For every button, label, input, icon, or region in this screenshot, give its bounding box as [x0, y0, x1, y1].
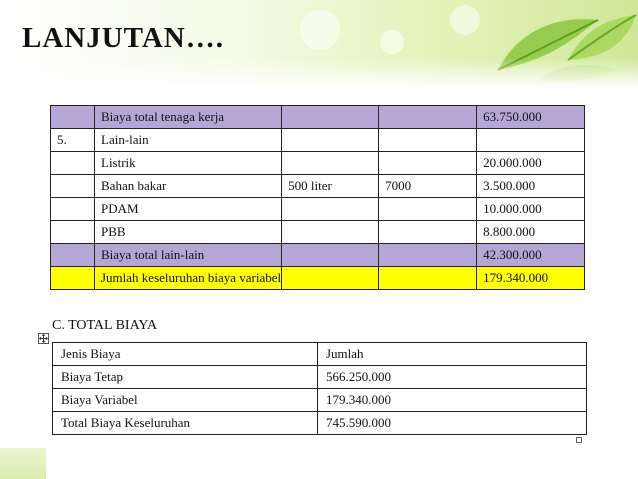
table-row: [53, 389, 587, 412]
quantity-cell: [282, 198, 379, 221]
table-resize-handle-icon[interactable]: [576, 437, 582, 443]
item-cell: PDAM: [95, 198, 282, 221]
unit-price-cell: [379, 106, 477, 129]
table-row: [51, 129, 585, 152]
total-cell: [477, 129, 585, 152]
item-cell: Listrik: [95, 152, 282, 175]
row-number-cell: [51, 244, 95, 267]
row-number-cell: 5.: [51, 129, 95, 152]
table-header-row: [53, 343, 587, 366]
bokeh-decoration: [380, 30, 404, 54]
table-row: [51, 267, 585, 290]
total-cell: 63.750.000: [477, 106, 585, 129]
item-cell: Lain-lain: [95, 129, 282, 152]
total-cell: 20.000.000: [477, 152, 585, 175]
amount-cell: 745.590.000: [318, 412, 587, 435]
item-cell: Biaya total tenaga kerja: [95, 106, 282, 129]
total-cost-table: [52, 342, 587, 435]
unit-price-cell: [379, 129, 477, 152]
quantity-cell: [282, 129, 379, 152]
unit-price-cell: [379, 221, 477, 244]
slide-title: LANJUTAN….: [22, 22, 224, 54]
item-cell: Jumlah keseluruhan biaya variabel: [95, 267, 282, 290]
unit-price-cell: [379, 244, 477, 267]
header-fade: [0, 58, 638, 88]
row-number-cell: [51, 106, 95, 129]
unit-price-cell: 7000: [379, 175, 477, 198]
quantity-cell: 500 liter: [282, 175, 379, 198]
row-number-cell: [51, 198, 95, 221]
table-row: [51, 221, 585, 244]
amount-cell: 566.250.000: [318, 366, 587, 389]
row-number-cell: [51, 267, 95, 290]
total-cell: 42.300.000: [477, 244, 585, 267]
table-row: [51, 244, 585, 267]
table-row: [53, 366, 587, 389]
table-row: [51, 152, 585, 175]
quantity-cell: [282, 106, 379, 129]
total-cell: 179.340.000: [477, 267, 585, 290]
unit-price-cell: [379, 198, 477, 221]
row-number-cell: [51, 152, 95, 175]
item-cell: PBB: [95, 221, 282, 244]
quantity-cell: [282, 244, 379, 267]
table-move-handle-icon[interactable]: [38, 333, 49, 344]
variable-costs-table: [50, 105, 585, 290]
quantity-cell: [282, 221, 379, 244]
total-cell: 8.800.000: [477, 221, 585, 244]
cost-type-cell: Biaya Tetap: [53, 366, 318, 389]
unit-price-cell: [379, 152, 477, 175]
total-cell: 3.500.000: [477, 175, 585, 198]
column-header: Jenis Biaya: [53, 343, 318, 366]
cost-type-cell: Biaya Variabel: [53, 389, 318, 412]
item-cell: Biaya total lain-lain: [95, 244, 282, 267]
bokeh-decoration: [450, 5, 480, 35]
quantity-cell: [282, 152, 379, 175]
quantity-cell: [282, 267, 379, 290]
table-row: [51, 175, 585, 198]
cost-type-cell: Total Biaya Keseluruhan: [53, 412, 318, 435]
bokeh-decoration: [300, 10, 340, 50]
table-row: [51, 106, 585, 129]
amount-cell: 179.340.000: [318, 389, 587, 412]
unit-price-cell: [379, 267, 477, 290]
corner-decoration: [0, 448, 46, 479]
table-row: [53, 412, 587, 435]
row-number-cell: [51, 175, 95, 198]
item-cell: Bahan bakar: [95, 175, 282, 198]
total-cell: 10.000.000: [477, 198, 585, 221]
column-header: Jumlah: [318, 343, 587, 366]
table-row: [51, 198, 585, 221]
row-number-cell: [51, 221, 95, 244]
slide-header: [0, 0, 638, 88]
total-cost-heading: C. TOTAL BIAYA: [52, 318, 158, 333]
